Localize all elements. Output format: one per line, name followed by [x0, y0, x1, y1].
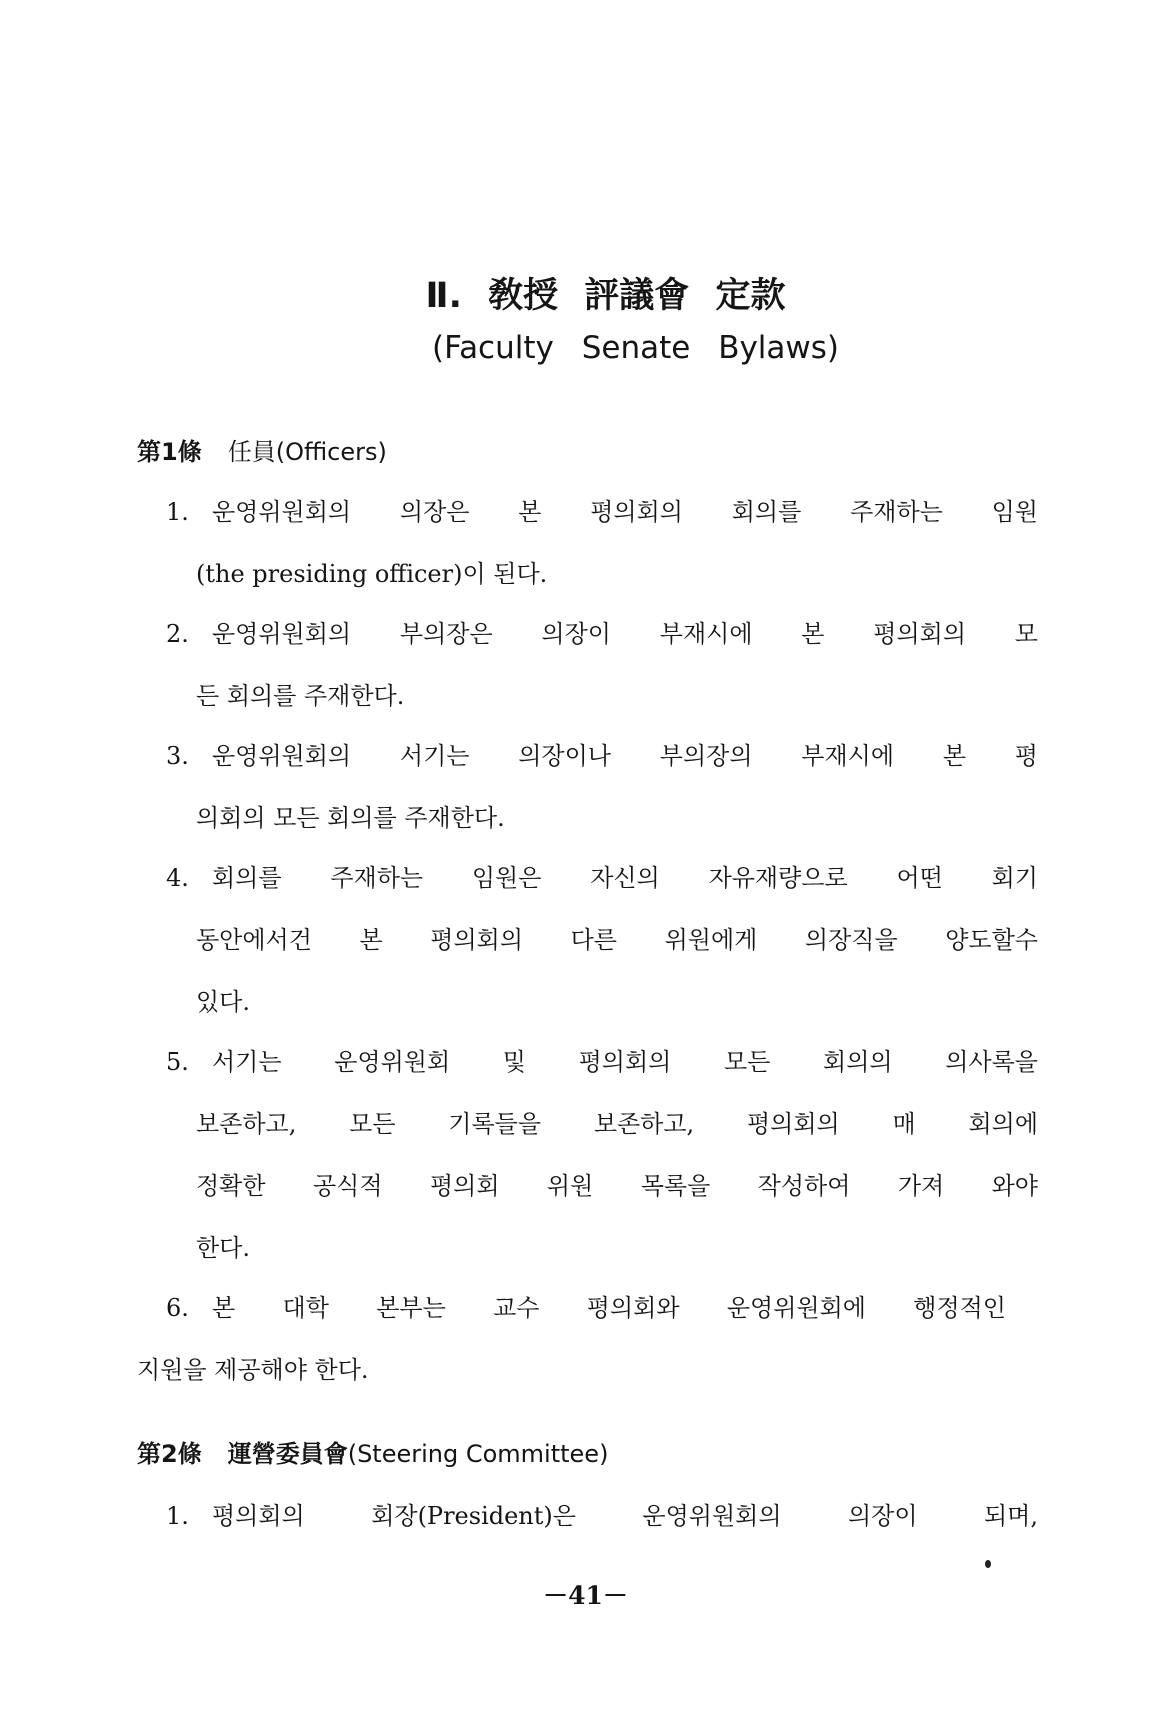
item-number: 2.	[166, 620, 189, 648]
article-name: 任員(Officers)	[227, 438, 387, 466]
item-5-line-2: 보존하고, 모든 기록들을 보존하고, 평의회의 매 회의에	[196, 1110, 1038, 1138]
stray-dot	[985, 1560, 991, 1568]
item-4-line-2: 동안에서건 본 평의회의 다른 위원에게 의장직을 양도할수	[196, 926, 1038, 954]
chapter-title: Ⅱ. 敎授 評議會 定款	[425, 276, 786, 316]
chapter-subtitle: (Faculty Senate Bylaws)	[431, 330, 840, 366]
item-4-line-1: 4. 회의를 주재하는 임원은 자신의 자유재량으로 어떤 회기	[166, 864, 1038, 892]
article-number: 第1條	[137, 438, 202, 466]
item-number: 1.	[166, 498, 189, 526]
item-number: 5.	[166, 1048, 189, 1076]
article-number: 第2條	[137, 1440, 202, 1468]
item-5-line-4: 한다.	[196, 1234, 250, 1262]
item-2-line-2: 든 회의를 주재한다.	[196, 682, 405, 710]
item-4-line-3: 있다.	[196, 988, 250, 1016]
item-5-line-3: 정확한 공식적 평의회 위원 목록을 작성하여 가져 와야	[196, 1172, 1038, 1200]
item-1-line-2: (the presiding officer)이 된다.	[196, 560, 548, 588]
item-number: 1.	[166, 1502, 189, 1530]
page-number: －41－	[543, 1581, 628, 1610]
item-number: 4.	[166, 864, 189, 892]
article-2-heading	[137, 1434, 608, 1469]
item-1-line-1: 1. 운영위원회의 의장은 본 평의회의 회의를 주재하는 임원	[166, 498, 1038, 526]
article-name-korean: 運營委員會	[227, 1440, 348, 1468]
item-number: 3.	[166, 742, 189, 770]
article-1-heading	[137, 432, 387, 467]
article-name-english: (Steering Committee)	[347, 1440, 609, 1468]
item-6-line-1: 6. 본 대학 본부는 교수 평의회와 운영위원회에 행정적인	[166, 1294, 1006, 1322]
item-3-line-2: 의회의 모든 회의를 주재한다.	[196, 804, 505, 832]
article-2-item-1-line-1: 1. 평의회의 회장(President)은 운영위원회의 의장이 되며,	[166, 1502, 1038, 1530]
item-number: 6.	[166, 1294, 189, 1322]
item-6-line-2: 지원을 제공해야 한다.	[137, 1356, 369, 1384]
item-3-line-1: 3. 운영위원회의 서기는 의장이나 부의장의 부재시에 본 평	[166, 742, 1038, 770]
item-2-line-1: 2. 운영위원회의 부의장은 의장이 부재시에 본 평의회의 모	[166, 620, 1038, 648]
item-5-line-1: 5. 서기는 운영위원회 및 평의회의 모든 회의의 의사록을	[166, 1048, 1038, 1076]
